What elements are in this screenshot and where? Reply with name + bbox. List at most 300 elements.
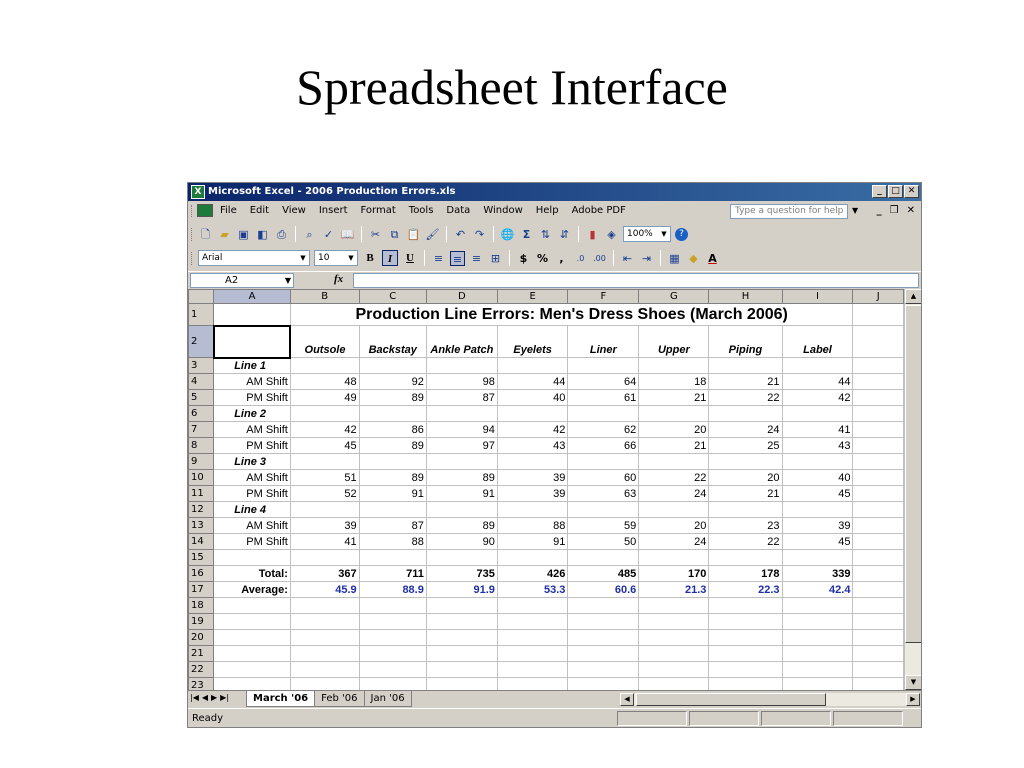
cell[interactable] — [359, 614, 426, 630]
cell[interactable] — [290, 550, 359, 566]
cell[interactable] — [359, 646, 426, 662]
cell[interactable] — [359, 662, 426, 678]
value-cell[interactable]: 20 — [709, 470, 782, 486]
row-header[interactable]: 20 — [189, 630, 214, 646]
row-header[interactable]: 8 — [189, 438, 214, 454]
cell[interactable] — [639, 662, 709, 678]
value-cell[interactable]: 18 — [639, 374, 709, 390]
value-cell[interactable]: 41 — [782, 422, 853, 438]
cell[interactable] — [426, 358, 497, 374]
cell[interactable] — [639, 678, 709, 691]
doc-restore-button[interactable]: ❐ — [889, 205, 899, 216]
shift-label[interactable]: AM Shift — [214, 470, 291, 486]
cell[interactable] — [497, 406, 568, 422]
row-header[interactable]: 10 — [189, 470, 214, 486]
cell[interactable] — [782, 662, 853, 678]
cell[interactable] — [359, 598, 426, 614]
cell[interactable] — [359, 502, 426, 518]
last-sheet-icon[interactable]: ▶| — [220, 693, 230, 702]
shift-label[interactable]: PM Shift — [214, 534, 291, 550]
value-cell[interactable]: 60 — [568, 470, 639, 486]
undo-icon[interactable]: ↶ — [455, 227, 466, 241]
line-label[interactable]: Line 1 — [214, 358, 291, 374]
cell[interactable] — [290, 598, 359, 614]
help-dropdown-icon[interactable]: ▼ — [852, 206, 859, 215]
menu-edit[interactable]: Edit — [249, 205, 270, 216]
cell[interactable] — [853, 502, 904, 518]
average-cell[interactable]: 21.3 — [639, 582, 709, 598]
align-left-icon[interactable]: ≡ — [433, 251, 444, 265]
value-cell[interactable]: 44 — [497, 374, 568, 390]
menu-insert[interactable]: Insert — [318, 205, 348, 216]
menu-tools[interactable]: Tools — [408, 205, 434, 216]
cell[interactable] — [568, 454, 639, 470]
cell[interactable] — [782, 502, 853, 518]
value-cell[interactable]: 25 — [709, 438, 782, 454]
value-cell[interactable]: 97 — [426, 438, 497, 454]
zoom-select[interactable] — [623, 226, 671, 242]
align-center-icon[interactable]: ≡ — [450, 251, 465, 266]
cell[interactable] — [426, 502, 497, 518]
shift-label[interactable]: PM Shift — [214, 390, 291, 406]
cell[interactable] — [853, 598, 904, 614]
permission-icon[interactable]: ◧ — [257, 227, 268, 241]
row-header[interactable]: 19 — [189, 614, 214, 630]
average-cell[interactable]: 91.9 — [426, 582, 497, 598]
cell[interactable] — [782, 550, 853, 566]
cell[interactable] — [709, 502, 782, 518]
value-cell[interactable]: 94 — [426, 422, 497, 438]
shift-label[interactable]: AM Shift — [214, 518, 291, 534]
row-header[interactable]: 3 — [189, 358, 214, 374]
borders-icon[interactable]: ▦ — [669, 251, 680, 265]
cell[interactable] — [568, 598, 639, 614]
name-box[interactable] — [190, 273, 294, 288]
cell[interactable] — [782, 646, 853, 662]
scroll-up-icon[interactable]: ▲ — [905, 289, 922, 304]
cell[interactable] — [214, 630, 291, 646]
cell[interactable] — [359, 454, 426, 470]
cell[interactable] — [709, 550, 782, 566]
cell[interactable] — [214, 304, 291, 326]
cell[interactable] — [853, 486, 904, 502]
cell[interactable] — [568, 646, 639, 662]
font-size-select[interactable] — [314, 250, 358, 266]
value-cell[interactable]: 87 — [359, 518, 426, 534]
cell[interactable] — [853, 422, 904, 438]
cell[interactable] — [497, 614, 568, 630]
hyperlink-icon[interactable]: 🌐 — [500, 227, 515, 241]
menu-window[interactable]: Window — [483, 205, 523, 216]
value-cell[interactable]: 21 — [639, 390, 709, 406]
currency-icon[interactable]: $ — [519, 251, 528, 265]
value-cell[interactable]: 88 — [359, 534, 426, 550]
value-cell[interactable]: 62 — [568, 422, 639, 438]
cell[interactable] — [568, 550, 639, 566]
value-cell[interactable]: 48 — [290, 374, 359, 390]
first-sheet-icon[interactable]: |◀ — [190, 693, 199, 702]
doc-close-button[interactable]: ✕ — [906, 205, 915, 216]
total-cell[interactable]: 735 — [426, 566, 497, 582]
shift-label[interactable]: AM Shift — [214, 422, 291, 438]
cell[interactable] — [709, 678, 782, 691]
cell[interactable] — [568, 614, 639, 630]
row-header[interactable]: 18 — [189, 598, 214, 614]
row-header[interactable]: 5 — [189, 390, 214, 406]
cell[interactable] — [426, 614, 497, 630]
row-header[interactable]: 2 — [189, 326, 214, 358]
bold-icon[interactable]: B — [366, 252, 374, 264]
row-header[interactable]: 23 — [189, 678, 214, 691]
average-cell[interactable]: 88.9 — [359, 582, 426, 598]
column-header-a[interactable]: A — [214, 290, 291, 304]
decrease-indent-icon[interactable]: ⇤ — [622, 251, 633, 265]
cell[interactable] — [853, 534, 904, 550]
cell[interactable] — [290, 358, 359, 374]
merge-center-icon[interactable]: ⊞ — [490, 251, 501, 265]
column-label[interactable]: Label — [782, 326, 853, 358]
cell[interactable] — [853, 454, 904, 470]
cell[interactable] — [853, 614, 904, 630]
cell[interactable] — [853, 678, 904, 691]
menu-file[interactable]: File — [220, 205, 237, 216]
spelling-icon[interactable]: ✓ — [323, 227, 334, 241]
shift-label[interactable]: PM Shift — [214, 438, 291, 454]
scroll-right-icon[interactable]: ▶ — [906, 693, 920, 706]
cell[interactable] — [782, 598, 853, 614]
cell[interactable] — [568, 678, 639, 691]
value-cell[interactable]: 92 — [359, 374, 426, 390]
toolbar-grip[interactable] — [191, 252, 193, 265]
value-cell[interactable]: 39 — [782, 518, 853, 534]
cell[interactable] — [568, 358, 639, 374]
value-cell[interactable]: 22 — [709, 534, 782, 550]
row-header[interactable]: 17 — [189, 582, 214, 598]
cell[interactable] — [782, 630, 853, 646]
cell[interactable] — [709, 598, 782, 614]
total-cell[interactable]: 367 — [290, 566, 359, 582]
row-header[interactable]: 13 — [189, 518, 214, 534]
sort-desc-icon[interactable]: ⇵ — [559, 227, 570, 241]
cell[interactable] — [639, 630, 709, 646]
comma-icon[interactable]: , — [559, 251, 564, 265]
cell[interactable] — [853, 470, 904, 486]
value-cell[interactable]: 21 — [709, 486, 782, 502]
cell[interactable] — [639, 598, 709, 614]
cell[interactable] — [639, 454, 709, 470]
line-label[interactable]: Line 4 — [214, 502, 291, 518]
column-header-i[interactable]: I — [782, 290, 853, 304]
total-label[interactable]: Total: — [214, 566, 291, 582]
column-header-b[interactable]: B — [290, 290, 359, 304]
print-icon[interactable]: ⎙ — [277, 227, 286, 241]
toolbar-grip[interactable] — [191, 228, 193, 241]
cell[interactable] — [639, 646, 709, 662]
column-label[interactable]: Ankle Patch — [426, 326, 497, 358]
cell[interactable] — [709, 614, 782, 630]
decrease-decimal-icon[interactable]: .00 — [593, 253, 606, 263]
value-cell[interactable]: 42 — [782, 390, 853, 406]
total-cell[interactable]: 178 — [709, 566, 782, 582]
value-cell[interactable]: 59 — [568, 518, 639, 534]
value-cell[interactable]: 24 — [639, 534, 709, 550]
column-header-c[interactable]: C — [359, 290, 426, 304]
cell[interactable] — [290, 454, 359, 470]
shift-label[interactable]: AM Shift — [214, 374, 291, 390]
value-cell[interactable]: 22 — [709, 390, 782, 406]
cell[interactable] — [359, 550, 426, 566]
value-cell[interactable]: 42 — [497, 422, 568, 438]
scroll-down-icon[interactable]: ▼ — [905, 675, 922, 690]
sheet-tab[interactable]: Jan '06 — [364, 691, 412, 707]
cell[interactable] — [497, 550, 568, 566]
total-cell[interactable]: 426 — [497, 566, 568, 582]
increase-indent-icon[interactable]: ⇥ — [641, 251, 652, 265]
value-cell[interactable]: 45 — [782, 534, 853, 550]
cell[interactable] — [853, 406, 904, 422]
font-name-select[interactable] — [198, 250, 310, 266]
cell[interactable] — [497, 598, 568, 614]
scroll-thumb[interactable] — [636, 693, 826, 706]
value-cell[interactable]: 86 — [359, 422, 426, 438]
research-icon[interactable]: 📖 — [340, 227, 355, 241]
new-icon[interactable]: 🗋 — [201, 227, 210, 241]
cell[interactable] — [709, 454, 782, 470]
cell[interactable] — [853, 550, 904, 566]
column-label[interactable]: Liner — [568, 326, 639, 358]
cell[interactable] — [568, 630, 639, 646]
cell[interactable] — [426, 630, 497, 646]
row-header[interactable]: 16 — [189, 566, 214, 582]
average-label[interactable]: Average: — [214, 582, 291, 598]
value-cell[interactable]: 42 — [290, 422, 359, 438]
cell[interactable] — [290, 614, 359, 630]
cell[interactable] — [853, 630, 904, 646]
cell[interactable] — [426, 454, 497, 470]
cell[interactable] — [426, 550, 497, 566]
value-cell[interactable]: 88 — [497, 518, 568, 534]
insert-function-icon[interactable]: fx — [334, 273, 344, 285]
vertical-scrollbar[interactable] — [904, 289, 921, 690]
cell[interactable] — [497, 646, 568, 662]
column-label[interactable]: Eyelets — [497, 326, 568, 358]
cell[interactable] — [782, 358, 853, 374]
shift-label[interactable]: PM Shift — [214, 486, 291, 502]
cell[interactable] — [853, 518, 904, 534]
menu-grip[interactable] — [191, 205, 193, 217]
cell[interactable] — [290, 406, 359, 422]
value-cell[interactable]: 87 — [426, 390, 497, 406]
cell[interactable] — [497, 454, 568, 470]
cell[interactable] — [290, 662, 359, 678]
help-search-input[interactable]: Type a question for help — [730, 204, 848, 219]
value-cell[interactable]: 89 — [426, 518, 497, 534]
cell[interactable] — [290, 502, 359, 518]
value-cell[interactable]: 51 — [290, 470, 359, 486]
value-cell[interactable]: 91 — [426, 486, 497, 502]
value-cell[interactable]: 61 — [568, 390, 639, 406]
cell[interactable] — [359, 358, 426, 374]
value-cell[interactable]: 89 — [359, 390, 426, 406]
restore-button[interactable]: □ — [888, 185, 903, 198]
menu-format[interactable]: Format — [360, 205, 396, 216]
column-header-g[interactable]: G — [639, 290, 709, 304]
help-icon[interactable]: ? — [675, 228, 688, 241]
workbook-icon[interactable] — [197, 204, 213, 217]
value-cell[interactable]: 98 — [426, 374, 497, 390]
value-cell[interactable]: 39 — [497, 470, 568, 486]
line-label[interactable]: Line 3 — [214, 454, 291, 470]
value-cell[interactable]: 50 — [568, 534, 639, 550]
value-cell[interactable]: 45 — [290, 438, 359, 454]
cell[interactable] — [426, 678, 497, 691]
row-header[interactable]: 21 — [189, 646, 214, 662]
print-preview-icon[interactable]: ⌕ — [306, 227, 313, 241]
value-cell[interactable]: 44 — [782, 374, 853, 390]
value-cell[interactable]: 39 — [497, 486, 568, 502]
cell[interactable] — [782, 406, 853, 422]
cell[interactable] — [709, 358, 782, 374]
value-cell[interactable]: 39 — [290, 518, 359, 534]
cell[interactable] — [214, 646, 291, 662]
cell[interactable] — [497, 358, 568, 374]
column-label[interactable]: Piping — [709, 326, 782, 358]
cell[interactable] — [782, 678, 853, 691]
cell[interactable] — [709, 630, 782, 646]
total-cell[interactable]: 339 — [782, 566, 853, 582]
value-cell[interactable]: 49 — [290, 390, 359, 406]
column-header-j[interactable]: J — [853, 290, 904, 304]
cell[interactable] — [853, 582, 904, 598]
column-header-d[interactable]: D — [426, 290, 497, 304]
column-header-f[interactable]: F — [568, 290, 639, 304]
chart-wizard-icon[interactable]: ▮ — [589, 227, 596, 241]
value-cell[interactable]: 24 — [639, 486, 709, 502]
value-cell[interactable]: 89 — [359, 438, 426, 454]
average-cell[interactable]: 22.3 — [709, 582, 782, 598]
row-header[interactable]: 7 — [189, 422, 214, 438]
sheet-tab[interactable]: March '06 — [246, 691, 315, 707]
value-cell[interactable]: 40 — [782, 470, 853, 486]
font-color-icon[interactable]: A — [708, 251, 717, 265]
value-cell[interactable]: 91 — [497, 534, 568, 550]
value-cell[interactable]: 90 — [426, 534, 497, 550]
total-cell[interactable]: 170 — [639, 566, 709, 582]
cell[interactable] — [568, 662, 639, 678]
cell[interactable] — [639, 550, 709, 566]
value-cell[interactable]: 64 — [568, 374, 639, 390]
average-cell[interactable]: 60.6 — [568, 582, 639, 598]
cell[interactable] — [853, 662, 904, 678]
row-header[interactable]: 15 — [189, 550, 214, 566]
cell[interactable] — [359, 678, 426, 691]
cell[interactable] — [497, 630, 568, 646]
column-label[interactable]: Outsole — [290, 326, 359, 358]
sort-asc-icon[interactable]: ⇅ — [540, 227, 551, 241]
value-cell[interactable]: 63 — [568, 486, 639, 502]
select-all-corner[interactable] — [189, 290, 214, 304]
average-cell[interactable]: 53.3 — [497, 582, 568, 598]
next-sheet-icon[interactable]: ▶ — [211, 693, 218, 702]
cell[interactable] — [639, 614, 709, 630]
drawing-icon[interactable]: ◈ — [607, 227, 616, 241]
value-cell[interactable]: 52 — [290, 486, 359, 502]
value-cell[interactable]: 21 — [639, 438, 709, 454]
doc-minimize-button[interactable]: _ — [876, 205, 882, 216]
total-cell[interactable]: 485 — [568, 566, 639, 582]
cell[interactable] — [214, 550, 291, 566]
cell[interactable] — [568, 406, 639, 422]
row-header[interactable]: 11 — [189, 486, 214, 502]
cell[interactable] — [853, 566, 904, 582]
open-icon[interactable]: ▰ — [220, 227, 229, 241]
total-cell[interactable]: 711 — [359, 566, 426, 582]
cell[interactable] — [359, 406, 426, 422]
value-cell[interactable]: 43 — [782, 438, 853, 454]
menu-help[interactable]: Help — [535, 205, 559, 216]
row-header[interactable]: 12 — [189, 502, 214, 518]
excel-icon[interactable]: X — [191, 185, 205, 199]
close-button[interactable]: ✕ — [904, 185, 919, 198]
cell[interactable] — [639, 502, 709, 518]
cell[interactable] — [639, 358, 709, 374]
value-cell[interactable]: 45 — [782, 486, 853, 502]
cell[interactable] — [426, 662, 497, 678]
scroll-left-icon[interactable]: ◀ — [620, 693, 634, 706]
row-header[interactable]: 9 — [189, 454, 214, 470]
value-cell[interactable]: 24 — [709, 422, 782, 438]
cell[interactable] — [853, 304, 904, 326]
underline-icon[interactable]: U — [406, 252, 414, 264]
value-cell[interactable]: 21 — [709, 374, 782, 390]
italic-icon[interactable]: I — [382, 250, 398, 266]
cell[interactable] — [290, 646, 359, 662]
cell[interactable] — [426, 646, 497, 662]
cell[interactable] — [709, 406, 782, 422]
value-cell[interactable]: 89 — [426, 470, 497, 486]
column-label[interactable]: Backstay — [359, 326, 426, 358]
value-cell[interactable]: 66 — [568, 438, 639, 454]
increase-decimal-icon[interactable]: .0 — [576, 253, 585, 263]
cell[interactable] — [497, 502, 568, 518]
copy-icon[interactable]: ⧉ — [390, 227, 399, 241]
cell[interactable] — [853, 326, 904, 358]
sheet-tab[interactable]: Feb '06 — [314, 691, 364, 707]
column-header-h[interactable]: H — [709, 290, 782, 304]
prev-sheet-icon[interactable]: ◀ — [201, 693, 209, 702]
autosum-icon[interactable]: Σ — [522, 227, 531, 241]
cell[interactable] — [853, 374, 904, 390]
align-right-icon[interactable]: ≡ — [471, 251, 482, 265]
row-header[interactable]: 4 — [189, 374, 214, 390]
percent-icon[interactable]: % — [536, 251, 549, 265]
active-cell[interactable] — [214, 326, 291, 358]
cell[interactable] — [426, 406, 497, 422]
average-cell[interactable]: 42.4 — [782, 582, 853, 598]
row-header[interactable]: 6 — [189, 406, 214, 422]
value-cell[interactable]: 20 — [639, 518, 709, 534]
value-cell[interactable]: 20 — [639, 422, 709, 438]
format-painter-icon[interactable]: 🖌 — [425, 227, 440, 241]
value-cell[interactable]: 23 — [709, 518, 782, 534]
cell[interactable] — [426, 598, 497, 614]
cell[interactable] — [214, 598, 291, 614]
cell[interactable] — [853, 646, 904, 662]
horizontal-scrollbar[interactable] — [620, 693, 920, 706]
cell[interactable] — [497, 662, 568, 678]
cell[interactable] — [709, 662, 782, 678]
average-cell[interactable]: 45.9 — [290, 582, 359, 598]
